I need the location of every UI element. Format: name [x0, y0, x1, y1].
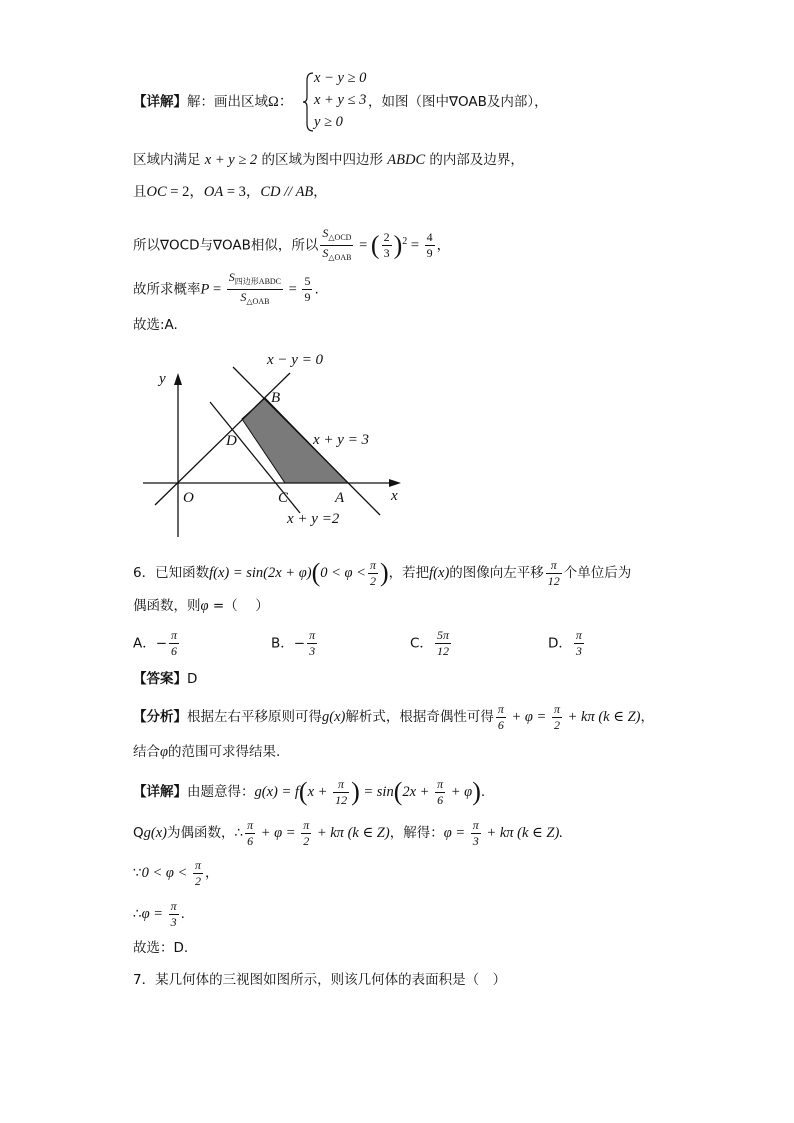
label-b: B: [271, 390, 281, 406]
q6-stem-2: 偶函数，则φ =（ ）: [133, 598, 269, 614]
detail-q6-line-3: ∵0 < φ < $\frac{\pi}{2}$ ，: [133, 857, 219, 888]
detail-line-1: 【详解】解：画出区域Ω：: [133, 94, 294, 110]
region-figure: [135, 345, 425, 545]
detail-line-2: 区域内满足 x + y ≥ 2 的区域为图中四边形 ABDC 的内部及边界，: [133, 152, 524, 168]
detail-q6-line-2: Qg(x)为偶函数，∴ $\frac{\pi}{6}$ + φ = $\frac{\pi}{2}$ + kπ (k ∈ Z)，解得：φ = $\frac{\pi}{3}$ + kπ (k ∈ Z).: [133, 817, 563, 848]
option-c[interactable]: C． $\frac{5\pi}{12}$: [410, 628, 449, 658]
label-d: D: [226, 433, 237, 449]
detail-tag: 【详解】: [133, 94, 187, 110]
label-x-minus-y-0: x − y = 0: [267, 352, 324, 368]
choose-a: 故选:A.: [133, 317, 178, 333]
detail-line-4: 所以∇OCD与∇OAB相似，所以 $\frac{S_{\triangle OCD}}{S_{\triangle OAB}}$ = ( $\frac{2}{3}$ )$^2$ = $\frac{4}{9}$ ，: [133, 226, 451, 262]
label-x-plus-y-3: x + y = 3: [313, 432, 370, 448]
label-x-plus-y-2: x + y =2: [287, 511, 340, 527]
analysis-line-1: 【分析】根据左右平移原则可得g(x)解析式，根据奇偶性可得 $\frac{\pi}{6}$ + φ = $\frac{\pi}{2}$ + kπ (k ∈ Z)，: [133, 701, 654, 732]
label-a: A: [335, 490, 345, 506]
inequality-system: x − y ≥ 0 x + y ≤ 3 y ≥ 0: [302, 70, 372, 134]
label-x: x: [391, 488, 398, 504]
option-d[interactable]: D． $\frac{\pi}{3}$: [548, 628, 582, 658]
q6-stem: 6．已知函数f(x) = sin(2x + φ)(0 < φ < $\frac{\pi}{2}$ )，若把f(x)的图像向左平移 $\frac{\pi}{12}$ 个单位后为: [133, 557, 632, 588]
analysis-line-2: 结合φ的范围可求得结果.: [133, 744, 281, 760]
detail-line-1-tail: ，如图（图中∇OAB及内部），: [368, 94, 548, 110]
detail-line-5: 故所求概率P = $\frac{S_{四边形ABDC}}{S_{\triangle OAB}}$ = $\frac{5}{9}$ .: [133, 270, 319, 306]
option-a[interactable]: A．− $\frac{\pi}{6}$: [133, 628, 178, 658]
label-y: y: [159, 371, 166, 387]
detail-line-3: 且OC = 2，OA = 3，CD // AB，: [133, 184, 327, 200]
label-o: O: [183, 490, 194, 506]
q7-stem: 7．某几何体的三视图如图所示，则该几何体的表面积是（ ）: [133, 972, 507, 988]
detail-q6-line-1: 【详解】由题意得：g(x) = f(x + $\frac{\pi}{12}$ ) = sin(2x + $\frac{\pi}{6}$ + φ).: [133, 776, 486, 807]
option-b[interactable]: B．− $\frac{\pi}{3}$: [271, 628, 316, 658]
label-c: C: [278, 490, 289, 506]
detail-q6-line-4: ∴φ = $\frac{\pi}{3}$ .: [133, 898, 185, 929]
choose-d: 故选：D.: [133, 940, 189, 956]
answer-line: 【答案】D: [133, 671, 198, 687]
